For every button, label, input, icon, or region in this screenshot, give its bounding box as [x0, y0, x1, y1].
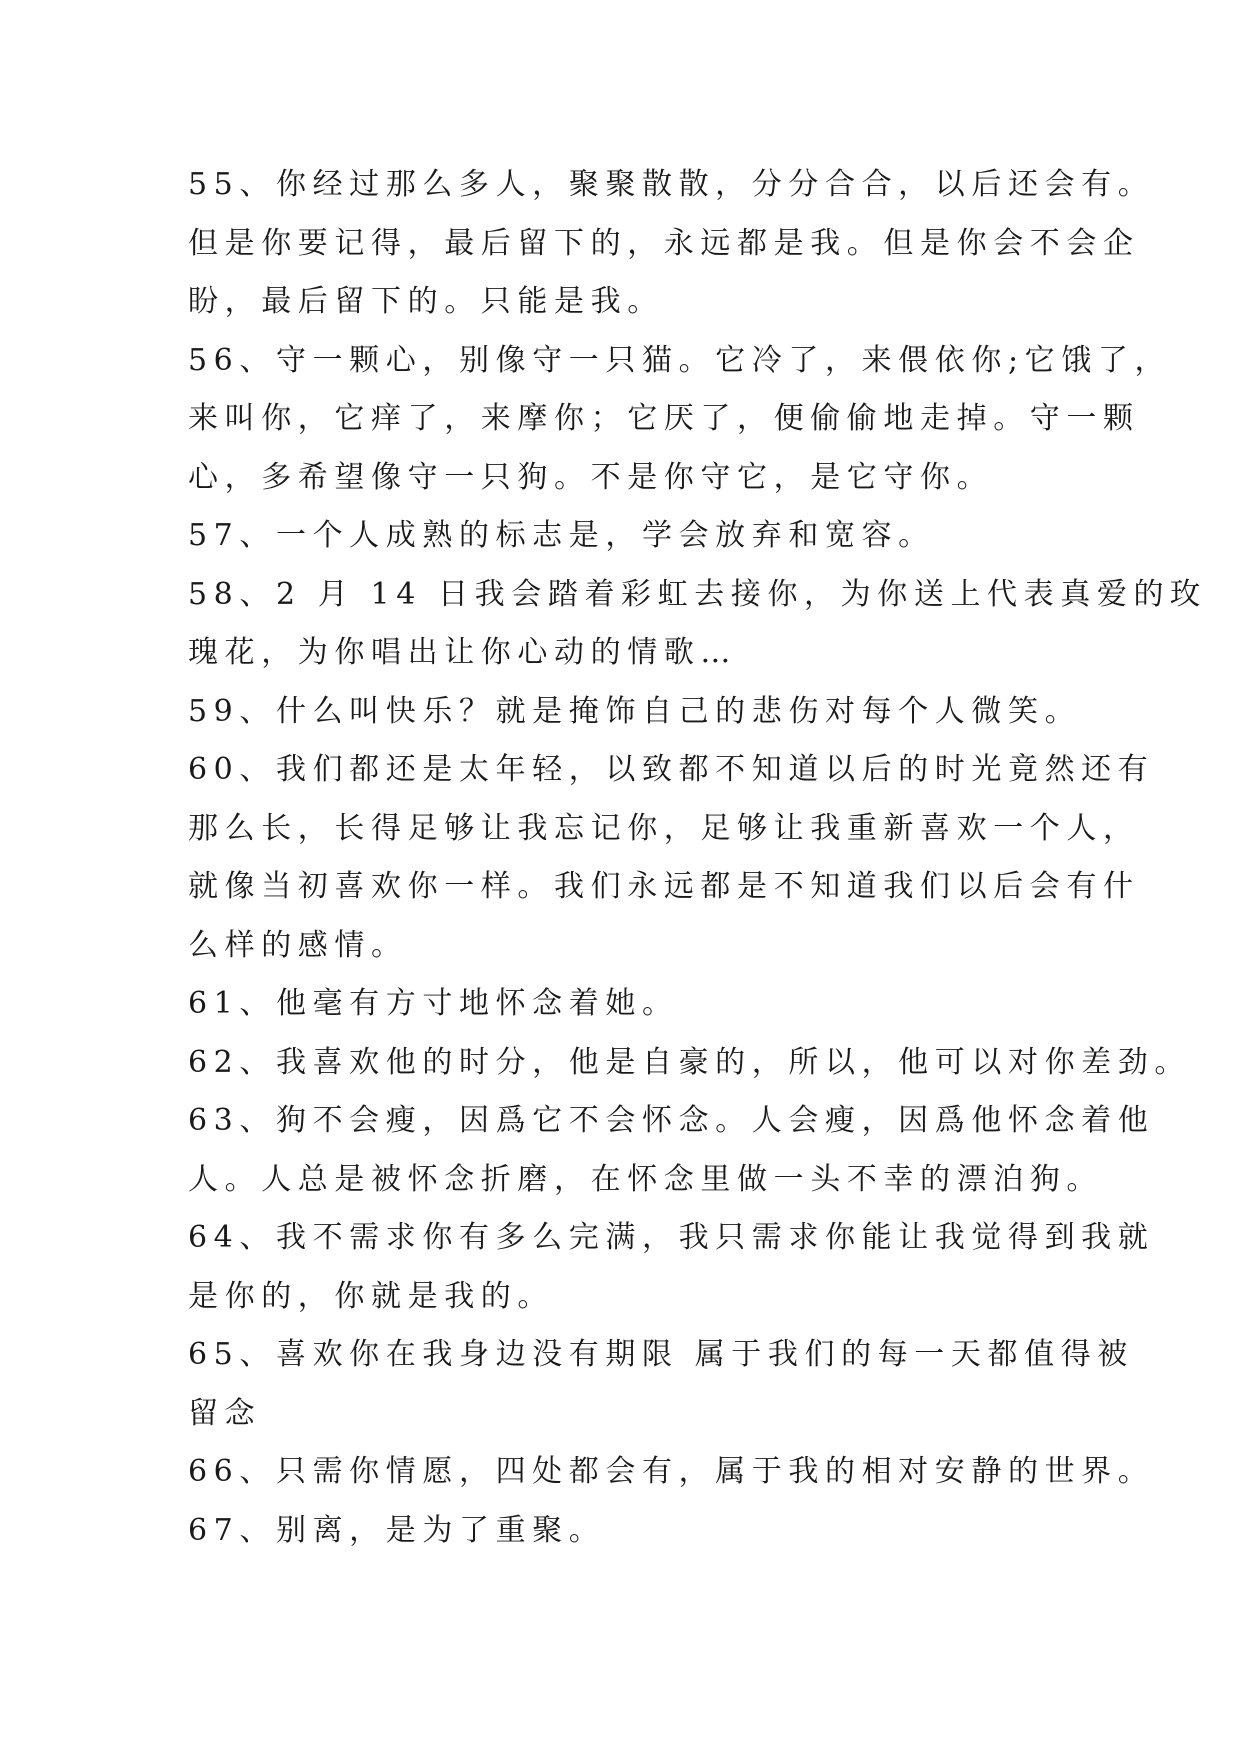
- text-line: 盼，最后留下的。只能是我。: [188, 284, 664, 319]
- text-line: 58、2 月 14 日我会踏着彩虹去接你，为你送上代表真爱的玫: [188, 576, 1207, 612]
- text-line: 那么长，长得足够让我忘记你，足够让我重新喜欢一个人，: [188, 810, 1140, 846]
- text-line: 55、你经过那么多人，聚聚散散，分分合合，以后还会有。: [188, 167, 1155, 202]
- text-line: 但是你要记得，最后留下的，永远都是我。但是你会不会企: [188, 225, 1140, 261]
- paragraph-65: [188, 1326, 1134, 1443]
- paragraph-56: [188, 332, 1172, 508]
- text-line: 56、守一颗心，别像守一只猫。它冷了，来偎依你;它饿了，: [188, 342, 1172, 378]
- paragraph-57: [188, 507, 1088, 566]
- paragraph-60: [188, 741, 1155, 975]
- text-line: 61、他毫有方寸地怀念着她。: [188, 986, 679, 1021]
- paragraph-62: [188, 1034, 1191, 1093]
- paragraph-59: [188, 683, 1088, 742]
- paragraph-61: [188, 975, 1088, 1034]
- text-line: 留念: [188, 1395, 262, 1431]
- text-line: 60、我们都还是太年轻，以致都不知道以后的时光竟然还有: [188, 752, 1155, 787]
- paragraph-67: [188, 1502, 1088, 1561]
- text-line: 是你的，你就是我的。: [188, 1278, 554, 1314]
- paragraph-66: [188, 1443, 1155, 1502]
- paragraph-64: [188, 1209, 1155, 1326]
- text-line: 67、别离，是为了重聚。: [188, 1512, 606, 1548]
- paragraph-55: [188, 156, 1155, 332]
- text-line: 57、一个人成熟的标志是，学会放弃和宽容。: [188, 518, 935, 553]
- text-line: 么样的感情。: [188, 927, 408, 963]
- text-line: 59、什么叫快乐？就是掩饰自己的悲伤对每个人微笑。: [188, 693, 1082, 729]
- text-line: 人。人总是被怀念折磨，在怀念里做一头不幸的漂泊狗。: [188, 1161, 1103, 1197]
- paragraph-58: [188, 566, 1207, 683]
- document-body: [188, 156, 1207, 1560]
- text-line: 65、喜欢你在我身边没有期限 属于我们的每一天都值得被: [188, 1337, 1134, 1372]
- paragraph-63: [188, 1092, 1155, 1209]
- text-line: 就像当初喜欢你一样。我们永远都是不知道我们以后会有什: [188, 869, 1140, 904]
- text-line: 64、我不需求你有多么完满，我只需求你能让我觉得到我就: [188, 1220, 1155, 1255]
- text-line: 心，多希望像守一只狗。不是你守它，是它守你。: [188, 459, 994, 495]
- text-line: 63、狗不会瘦，因爲它不会怀念。人会瘦，因爲他怀念着他: [188, 1103, 1155, 1138]
- text-line: 来叫你，它痒了，来摩你；它厌了，便偷偷地走掉。守一颗: [188, 401, 1140, 436]
- text-line: 瑰花，为你唱出让你心动的情歌…: [188, 635, 737, 670]
- text-line: 62、我喜欢他的时分，他是自豪的，所以，他可以对你差劲。: [188, 1044, 1191, 1080]
- text-line: 66、只需你情愿，四处都会有，属于我的相对安静的世界。: [188, 1454, 1155, 1489]
